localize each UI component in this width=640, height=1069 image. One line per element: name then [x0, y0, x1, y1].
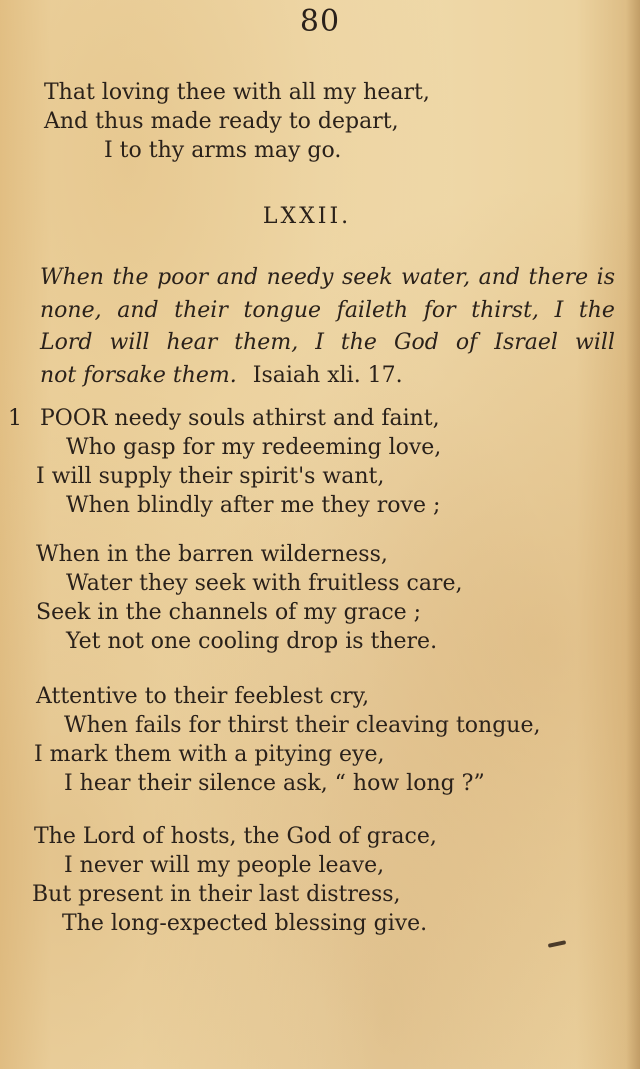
epigraph-word: will: [574, 330, 615, 355]
epigraph-line: [40, 295, 615, 328]
epigraph-word: I: [315, 330, 324, 355]
epigraph-word: their: [174, 297, 228, 323]
epigraph-word: and: [478, 265, 520, 290]
epigraph-word: for: [423, 297, 456, 323]
scripture-reference: Isaiah xli. 17.: [252, 362, 403, 388]
epigraph-word: God: [393, 330, 439, 355]
printer-flourish-mark: [548, 940, 566, 948]
epigraph-word: I: [554, 297, 564, 323]
epigraph-word: and: [216, 265, 259, 290]
verse-line: Yet not one cooling drop is there.: [66, 629, 438, 654]
verse-line: When in the barren wilderness,: [36, 542, 388, 567]
epigraph-word: water,: [401, 265, 471, 290]
verse-line: When blindly after me they rove ;: [66, 493, 441, 518]
verse-line: I hear their silence ask, “ how long ?”: [64, 771, 485, 796]
epigraph-word: the: [112, 265, 149, 290]
epigraph-word: the: [340, 330, 377, 355]
verse-line: The Lord of hosts, the God of grace,: [34, 824, 437, 849]
epigraph-word: there: [528, 265, 589, 290]
epigraph-word: Lord: [40, 330, 93, 355]
stanza-number: 1: [8, 406, 22, 431]
epigraph-word: faileth: [336, 297, 409, 323]
verse-line: Seek in the channels of my grace ;: [36, 600, 422, 625]
epigraph-word: will: [109, 330, 150, 355]
verse-line: But present in their last distress,: [32, 882, 401, 907]
page-number: 80: [299, 4, 341, 39]
verse-line: Attentive to their feeblest cry,: [36, 684, 370, 709]
verse-line: Water they seek with fruitless care,: [66, 571, 463, 596]
epigraph-word: thirst,: [471, 297, 539, 323]
epigraph-word: none,: [40, 297, 102, 323]
epigraph-word: Israel: [494, 330, 558, 355]
epigraph-word: tongue: [243, 297, 322, 323]
epigraph-word: them,: [234, 330, 299, 355]
epigraph-line: [40, 262, 615, 295]
verse-line: The long-expected blessing give.: [62, 911, 428, 936]
hymn-number-heading: LXXII.: [262, 204, 352, 229]
verse-line: I never will my people leave,: [64, 853, 385, 878]
epigraph-line: [40, 360, 615, 393]
verse-line: That loving thee with all my heart,: [44, 80, 430, 105]
epigraph-word: not forsake them.: [40, 362, 237, 388]
verse-line: And thus made ready to depart,: [44, 109, 399, 134]
epigraph-word: and: [117, 297, 159, 323]
epigraph-word: seek: [341, 265, 393, 290]
epigraph-word: needy: [266, 265, 334, 290]
epigraph-word: is: [596, 265, 615, 290]
verse-line: POOR needy souls athirst and faint,: [40, 406, 440, 431]
epigraph-word: When: [40, 265, 104, 290]
epigraph-word: poor: [157, 265, 209, 290]
epigraph-word: of: [455, 330, 478, 355]
verse-line: Who gasp for my redeeming love,: [66, 435, 442, 460]
epigraph-line: [40, 327, 615, 360]
verse-line: When fails for thirst their cleaving tongue,: [64, 713, 541, 738]
verse-line: I will supply their spirit's want,: [36, 464, 385, 489]
epigraph-word: hear: [166, 330, 218, 355]
epigraph-word: the: [578, 297, 615, 323]
scripture-epigraph: [40, 262, 615, 392]
verse-line: I mark them with a pitying eye,: [34, 742, 385, 767]
verse-line: I to thy arms may go.: [104, 138, 342, 163]
